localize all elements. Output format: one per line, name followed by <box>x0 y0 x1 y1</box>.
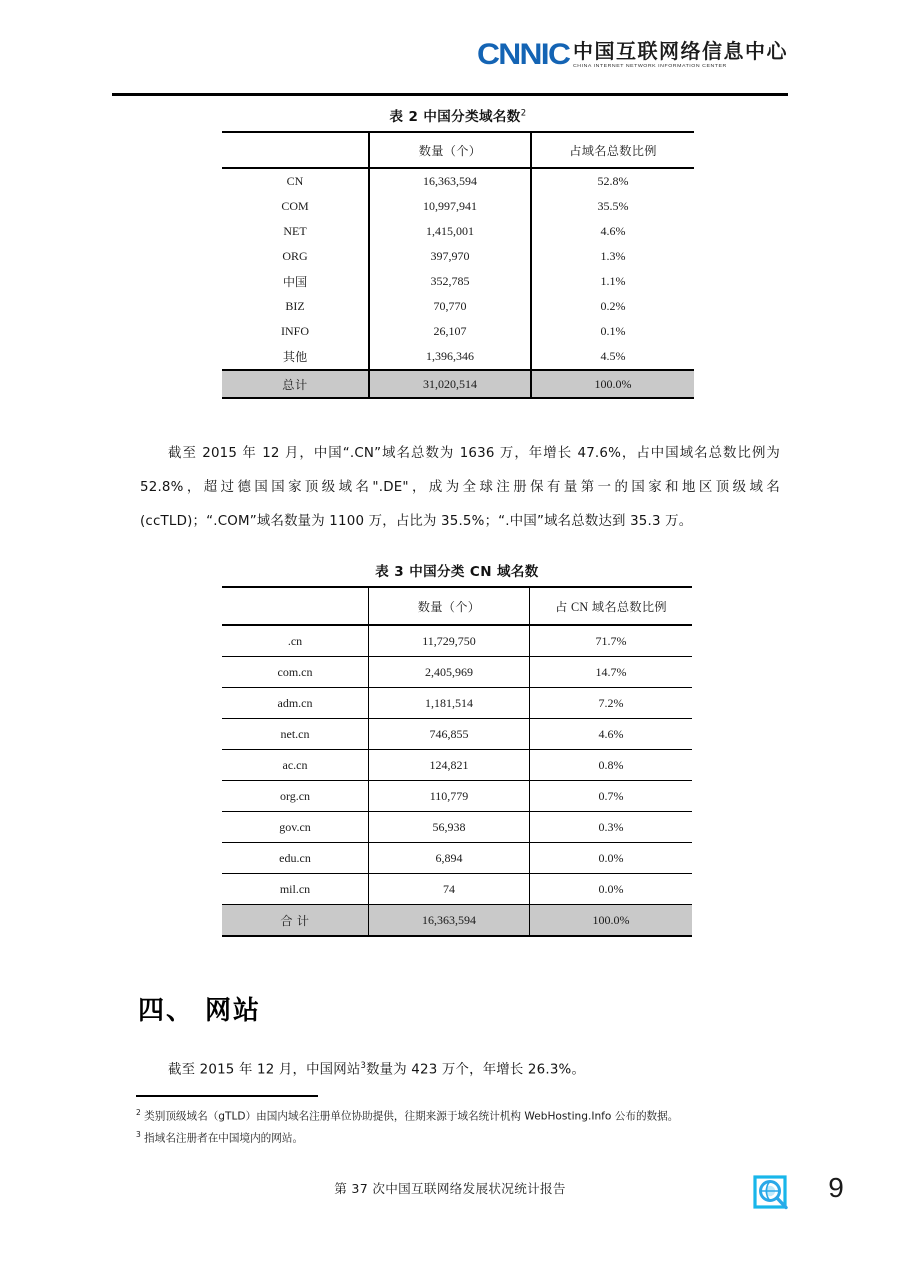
table2-cell-share: 35.5% <box>531 194 694 219</box>
table2-cell-share: 4.6% <box>531 219 694 244</box>
table3-total-label: 合 计 <box>222 905 369 937</box>
table3-cell-share: 0.0% <box>530 843 693 874</box>
table2-total-share: 100.0% <box>531 370 694 398</box>
footnote-text: 类别顶级域名（gTLD）由国内域名注册单位协助提供，往期来源于域名统计机构 WebHosting.Info 公布的数据。 <box>144 1110 679 1123</box>
table3-cell-count: 56,938 <box>369 812 530 843</box>
table2-cell-count: 16,363,594 <box>369 168 531 194</box>
table3-cell-share: 71.7% <box>530 625 693 657</box>
cnnic-english-name: CHINA INTERNET NETWORK INFORMATION CENTER <box>573 62 727 69</box>
table2-col-header-name <box>222 132 369 168</box>
cnnic-wordmark: CNNIC <box>477 38 570 71</box>
table3-total-share: 100.0% <box>530 905 693 937</box>
footnote-item <box>136 1104 772 1126</box>
table2-cell-count: 70,770 <box>369 294 531 319</box>
table3-cell-share: 0.0% <box>530 874 693 905</box>
table3-total-row <box>222 905 692 937</box>
table2-col-header-count: 数量（个） <box>369 132 531 168</box>
table-row <box>222 168 694 194</box>
table-row <box>222 269 694 294</box>
table2-cell-name: INFO <box>280 324 309 338</box>
table-row <box>222 294 694 319</box>
table-row <box>222 874 692 905</box>
table2-header-row <box>222 132 694 168</box>
table3-cell-share: 14.7% <box>530 657 693 688</box>
page-header <box>112 40 788 98</box>
table2-cell-count: 26,107 <box>369 319 531 344</box>
table2-cell-count: 352,785 <box>369 269 531 294</box>
table2-caption <box>222 105 694 125</box>
footnote-separator-rule <box>136 1095 318 1097</box>
table3-cell-count: 11,729,750 <box>369 625 530 657</box>
footnote-marker: 2 <box>136 1108 141 1117</box>
table2-domain-counts <box>222 131 694 399</box>
table-row <box>222 843 692 874</box>
page-number: 9 <box>828 1172 844 1203</box>
table3-cell-count: 110,779 <box>369 781 530 812</box>
table-row <box>222 688 692 719</box>
table3-cell-count: 124,821 <box>369 750 530 781</box>
footnote-marker: 3 <box>136 1129 141 1139</box>
table2-cell-count: 1,396,346 <box>369 344 531 370</box>
website-para-footnote-marker: 3 <box>360 1061 367 1072</box>
header-divider-rule <box>112 93 788 96</box>
table3-cell-name: com.cn <box>222 657 369 688</box>
table-row <box>222 344 694 370</box>
table-row <box>222 719 692 750</box>
table3-cell-count: 746,855 <box>369 719 530 750</box>
table-row <box>222 750 692 781</box>
table2-cell-count: 1,415,001 <box>369 219 531 244</box>
table3-cell-count: 2,405,969 <box>369 657 530 688</box>
table-row <box>222 625 692 657</box>
section-heading-websites: 四、 网站 <box>138 995 262 1026</box>
table3-cell-share: 0.8% <box>530 750 693 781</box>
table3-total-count: 16,363,594 <box>369 905 530 937</box>
table2-cell-name: COM <box>281 199 309 213</box>
table3-col-header-name <box>222 587 369 625</box>
table3-cell-name: .cn <box>222 625 369 657</box>
table3-cell-name: adm.cn <box>222 688 369 719</box>
table3-cell-share: 4.6% <box>530 719 693 750</box>
table2-cell-name: ORG <box>282 249 308 263</box>
table2-total-row <box>222 370 694 398</box>
table2-cell-share: 0.2% <box>531 294 694 319</box>
table3-cell-name: mil.cn <box>222 874 369 905</box>
table3-cell-name: edu.cn <box>222 843 369 874</box>
table3-header-row <box>222 587 692 625</box>
table-row <box>222 244 694 269</box>
table2-col-header-share: 占域名总数比例 <box>531 132 694 168</box>
table-row <box>222 219 694 244</box>
cnnic-logo-text <box>573 38 788 70</box>
table3-cell-name: gov.cn <box>222 812 369 843</box>
table2-block <box>222 105 694 399</box>
table3-cell-count: 6,894 <box>369 843 530 874</box>
table3-cell-name: org.cn <box>222 781 369 812</box>
table2-total-label: 总计 <box>222 370 369 398</box>
table3-cell-count: 74 <box>369 874 530 905</box>
table-row <box>222 812 692 843</box>
table3-cell-name: net.cn <box>222 719 369 750</box>
table-row <box>222 194 694 219</box>
table3-cell-name: ac.cn <box>222 750 369 781</box>
table-row <box>222 657 692 688</box>
table2-cell-share: 52.8% <box>531 168 694 194</box>
table3-cn-domain-counts <box>222 586 692 937</box>
table2-cell-share: 4.5% <box>531 344 694 370</box>
website-para-prefix: 截至 2015 年 12 月，中国网站 <box>168 1062 361 1078</box>
table2-cell-share: 1.1% <box>531 269 694 294</box>
website-para-suffix: 数量为 423 万个，年增长 26.3%。 <box>366 1062 586 1078</box>
table3-cell-share: 7.2% <box>530 688 693 719</box>
table2-cell-name: 中国 <box>282 275 308 289</box>
table3-caption: 表 3 中国分类 CN 域名数 <box>375 564 539 580</box>
paragraph-domain-summary: 截至 2015 年 12 月，中国“.CN”域名总数为 1636 万，年增长 47.6%，占中国域名总数比例为 52.8%，超过德国国家顶级域名".DE"，成为全球注册保有量第一的国家和地区顶级域名(ccTLD)；“.COM”域名数量为 1100 万，占比为 35.5%；“.中国”域名总数达到 35.3 万。 <box>140 446 780 530</box>
table3-cell-count: 1,181,514 <box>369 688 530 719</box>
table3-block <box>222 560 692 937</box>
table-row <box>222 781 692 812</box>
table2-total-count: 31,020,514 <box>369 370 531 398</box>
table3-cell-share: 0.3% <box>530 812 693 843</box>
table2-cell-share: 0.1% <box>531 319 694 344</box>
table3-col-header-share: 占 CN 域名总数比例 <box>530 587 693 625</box>
cnnic-chinese-name: 中国互联网络信息中心 <box>573 38 788 63</box>
footnote-item <box>136 1126 772 1148</box>
table2-cell-name: BIZ <box>285 299 305 313</box>
footer-report-title: 第 37 次中国互联网络发展状况统计报告 <box>334 1181 566 1196</box>
cnnic-logo <box>477 40 788 70</box>
table2-cell-count: 10,997,941 <box>369 194 531 219</box>
table2-cell-name: NET <box>283 224 307 238</box>
table2-caption-footnote-marker: 2 <box>520 108 527 119</box>
table2-cell-name: 其他 <box>282 350 308 364</box>
table2-cell-share: 1.3% <box>531 244 694 269</box>
table-row <box>222 319 694 344</box>
paragraph-website-summary <box>140 1049 780 1087</box>
table3-cell-share: 0.7% <box>530 781 693 812</box>
table2-caption-text: 表 2 中国分类域名数 <box>389 109 521 125</box>
table2-cell-count: 397,970 <box>369 244 531 269</box>
cnnic-seal-icon <box>752 1174 792 1214</box>
footnote-text: 指域名注册者在中国境内的网站。 <box>144 1132 304 1145</box>
table2-cell-name: CN <box>286 174 304 188</box>
table3-col-header-count: 数量（个） <box>369 587 530 625</box>
footnote-list <box>136 1104 772 1147</box>
